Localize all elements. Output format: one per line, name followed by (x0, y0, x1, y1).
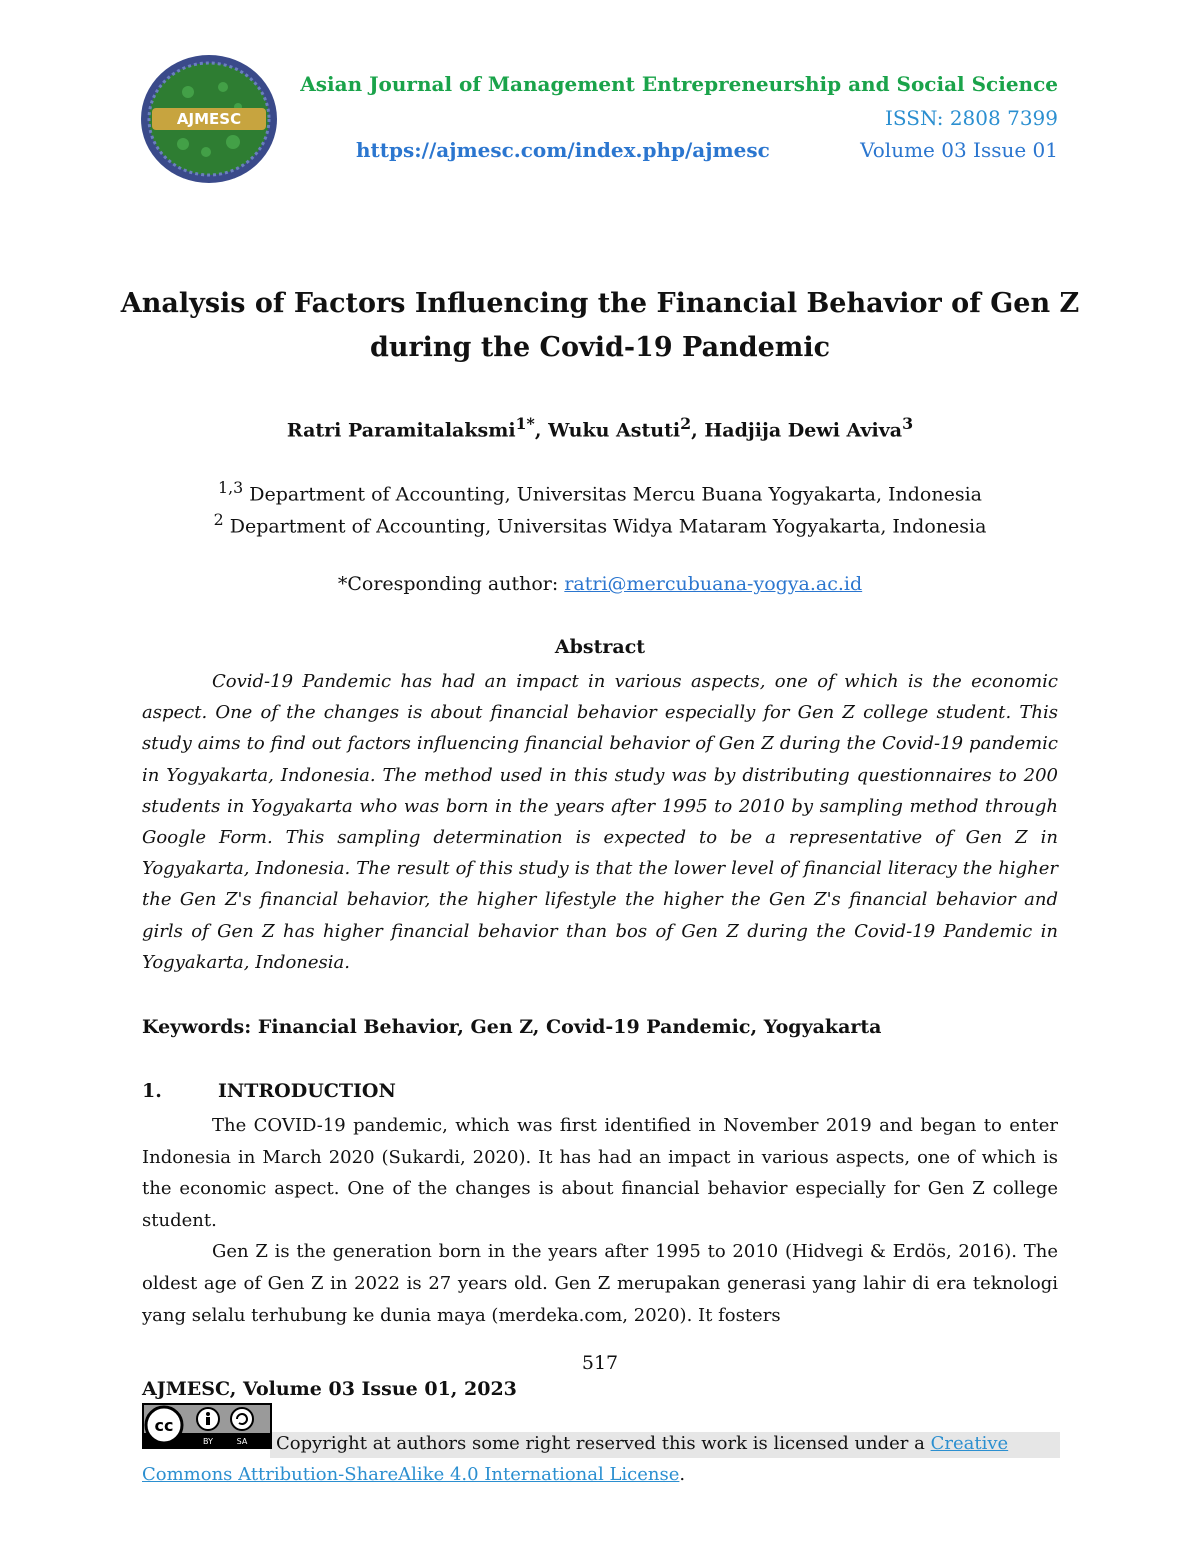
license-notice (142, 1428, 1062, 1490)
affiliation-text: Department of Accounting, Universitas Mercu Buana Yogyakarta, Indonesia (243, 483, 982, 506)
volume-issue: Volume 03 Issue 01 (860, 138, 1058, 162)
author-mark: 2 (680, 414, 692, 433)
paragraph: The COVID-19 pandemic, which was first identified in November 2019 and began to enter Indonesia in March 2020 (Sukardi, 2020). It has had an impact in various aspects, one of which is the economic aspect. One of the changes is about financial behavior especially for Gen Z college student. (142, 1115, 1058, 1231)
section-title: INTRODUCTION (218, 1080, 396, 1102)
corresponding-author (140, 573, 1060, 595)
title-line-2: during the Covid-19 Pandemic (369, 332, 831, 363)
paper-title (120, 282, 1080, 370)
journal-name: Asian Journal of Management Entrepreneurship and Social Science (300, 72, 1058, 96)
abstract-heading: Abstract (554, 636, 646, 658)
affiliation (140, 510, 1060, 537)
title-line-1: Analysis of Factors Influencing the Financial Behavior of Gen Z (120, 288, 1080, 319)
page-number: 517 (581, 1352, 619, 1374)
affiliation-text: Department of Accounting, Universitas Widya Mataram Yogyakarta, Indonesia (223, 515, 987, 538)
svg-text:cc: cc (154, 1416, 174, 1435)
journal-url-link[interactable]: https://ajmesc.com/index.php/ajmesc (356, 138, 770, 162)
license-suffix: . (679, 1464, 686, 1485)
paragraph: Gen Z is the generation born in the years after 1995 to 2010 (Hidvegi & Erdös, 2016). The oldest age of Gen Z in 2022 is 27 years old. Gen Z merupakan generasi yang lahir di era teknologi yang selalu terhubung ke dunia maya (merdeka.com, 2020). It fosters (142, 1241, 1058, 1326)
license-prefix: Copyright at authors some right reserved this work is licensed under a (276, 1433, 931, 1454)
license-link[interactable]: Creative Commons Attribution-ShareAlike 4.0 International License (142, 1433, 1009, 1485)
affiliation-mark: 1,3 (218, 478, 244, 497)
logo-text: AJMESC (176, 110, 242, 128)
author-list: Ratri Paramitalaksmi$^{1*}$, Wuku Astuti$^2$, Hadjija Dewi Aviva$^3$ (286, 414, 914, 442)
corresponding-email-link[interactable]: ratri@mercubuana-yogya.ac.id (564, 573, 863, 595)
corresponding-label: *Coresponding author: (337, 573, 565, 595)
section-number: 1. (142, 1080, 162, 1102)
author-name: Hadjija Dewi Aviva (704, 419, 903, 442)
keywords: Keywords: Financial Behavior, Gen Z, Covid-19 Pandemic, Yogyakarta (142, 1016, 882, 1038)
cc-sa-label: SA (236, 1437, 248, 1446)
affiliation (140, 478, 1060, 505)
affiliation-mark: 2 (213, 510, 224, 529)
footer-citation: AJMESC, Volume 03 Issue 01, 2023 (142, 1378, 517, 1400)
introduction-body (142, 1110, 1058, 1331)
cc-by-label: BY (203, 1437, 213, 1446)
journal-logo (138, 52, 280, 186)
author-mark: 3 (902, 414, 914, 433)
issn: ISSN: 2808 7399 (885, 106, 1058, 130)
abstract-text: Covid-19 Pandemic has had an impact in various aspects, one of which is the economic aspect. One of the changes is about financial behavior especially for Gen Z college student. This study aims to find out factors influencing financial behavior of Gen Z during the Covid-19 pandemic in Yogyakarta, Indonesia. The method used in this study was by distributing questionnaires to 200 students in Yogyakarta who was born in the years after 1995 to 2010 by sampling method through Google Form. This sampling determination is expected to be a representative of Gen Z in Yogyakarta, Indonesia. The result of this study is that the lower level of financial literacy the higher the Gen Z's financial behavior, the higher lifestyle the higher the Gen Z's financial behavior and girls of Gen Z has higher financial behavior than bos of Gen Z during the Covid-19 Pandemic in Yogyakarta, Indonesia. (142, 671, 1058, 973)
author-mark: 1* (515, 414, 535, 433)
author-name: Ratri Paramitalaksmi (286, 419, 516, 442)
author-name: Wuku Astuti (548, 419, 681, 442)
